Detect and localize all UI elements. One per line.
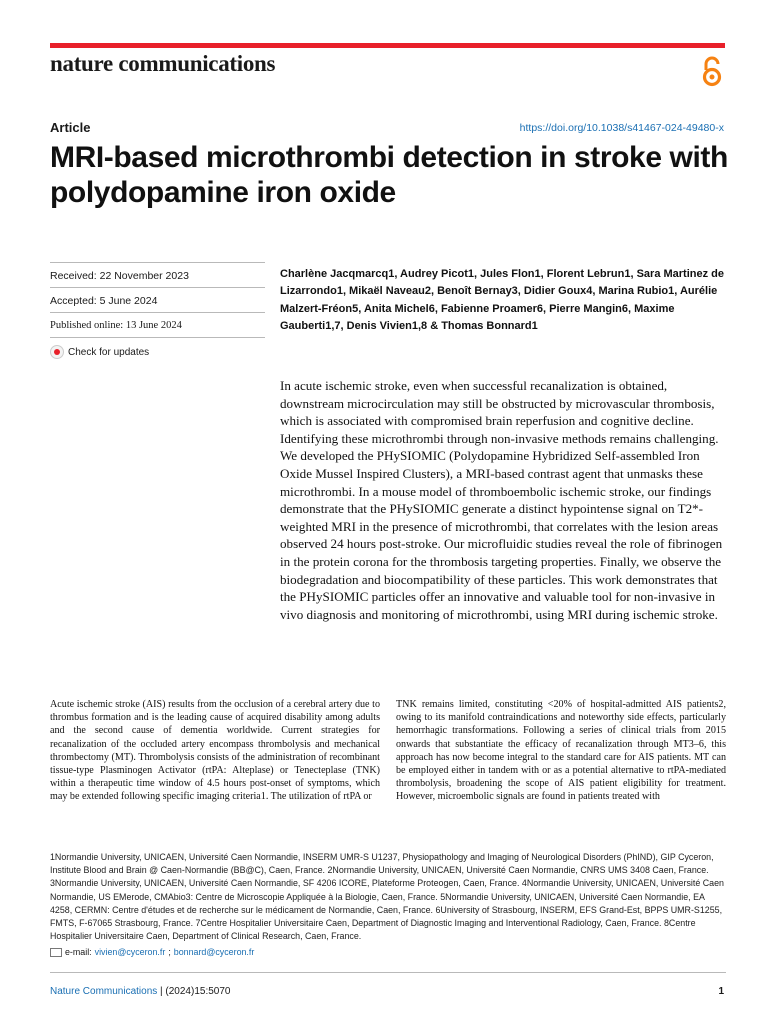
article-type: Article [50, 120, 91, 135]
received-date: Received: 22 November 2023 [50, 262, 265, 287]
open-access-icon[interactable] [700, 56, 724, 88]
footer-citation [50, 986, 230, 997]
journal-name[interactable]: nature communications [50, 51, 276, 76]
check-for-updates-button[interactable] [50, 345, 265, 359]
email-label: e-mail: [65, 947, 92, 957]
affiliations: 1Normandie University, UNICAEN, Université Caen Normandie, INSERM UMR-S U1237, Physiopathology and Imaging of Neurological Disorders (PhIND), GIP Cyceron, Institute Blood and Brain @ Caen-Normandie (BB@C), Caen, France. 2Normandie University, UNICAEN, Université Caen Normandie, CNRS UMS 3408 Caen, France. 3Normandie University, UNICAEN, Université Caen Normandie, SF 4206 ICORE, Plateforme Proteogen, Caen, France. 4Normandie University, UNICAEN, Université Caen Normandie, US EMerode, CMAbio3: Centre de Microscopie Appliquée à la Biologie, Caen, France. 5Normandie University, UNICAEN, Université Caen Normandie, EA 4258, CERMN: Centre d'études et de recherche sur le médicament de Normandie, Caen, France. 6University of Strasbourg, INSERM, EFS Grand-Est, BPPS UMR-S1255, FMTS, F-67065 Strasbourg, France. 7Centre Hospitalier Universitaire Caen, Department of Diagnostic Imaging and Interventional Radiology, Caen, France. 8Centre Hospitalier Universitaire Caen, Department of Clinical Research, Caen, France. [50, 852, 724, 942]
author-list: Charlène Jacqmarcq1, Audrey Picot1, Jules Flon1, Florent Lebrun1, Sara Martinez de Lizarrondo1, Mikaël Naveau2, Benoît Bernay3, Didier Goux4, Marina Rubio1, Aurélie Malzert-Fréon5, Anita Michel6, Fabienne Proamer6, Pierre Mangin6, Maxime Gauberti1,7, Denis Vivien1,8 & Thomas Bonnard1 [280, 268, 725, 333]
check-updates-icon [50, 345, 64, 359]
doi-link[interactable]: https://doi.org/10.1038/s41467-024-49480-x [519, 122, 724, 134]
published-date: Published online: 13 June 2024 [50, 312, 265, 337]
abstract: In acute ischemic stroke, even when successful recanalization is obtained, downstream microcirculation may still be obstructed by microvascular thrombosis, which is associated with compromised brain reperfusion and cognitive decline. Identifying these microthrombi through non-invasive methods remains challenging. We developed the PHySIOMIC (Polydopamine Hybridized Self-assembled Iron Oxide Mussel Inspired Clusters), a MRI-based contrast agent that unmasks these microthrombi. In a mouse model of thromboembolic ischemic stroke, our findings demonstrate that the PHySIOMIC generate a distinct hypointense signal on T2*-weighted MRI in the presence of microthrombi, that correlates with the lesion areas observed 24 hours post-stroke. Our microfluidic studies reveal the role of fibrinogen in the protein corona for the thrombosis targeting properties. Finally, we observe the biodegradation and biocompatibility of these particles. This work demonstrates that the PHySIOMIC particles offer an innovative and valuable tool for non-invasive in vivo diagnosis and monitoring of microthrombi, using MRI during ischemic stroke. [280, 378, 723, 622]
footer-journal-link[interactable]: Nature Communications [50, 986, 158, 997]
footer-rule [50, 972, 726, 973]
email-separator: ; [168, 947, 171, 957]
body-column-left: Acute ischemic stroke (AIS) results from the occlusion of a cerebral artery due to thrombus formation and is the leading cause of acquired disability among adults and the second cause of dementia worldwide. Current strategies for recanalization of the occluded artery encompass thrombolysis and mechanical thrombectomy (MT). Thrombolysis consists of the administration of recombinant tissue-type Plasminogen Activator (rtPA: Alteplase) or Tenecteplase (TNK) within a therapeutic time window of 4.5 hours post-onset of symptoms, which may be extended following specific imaging criteria1. The utilization of rtPA or [50, 699, 380, 803]
check-updates-label: Check for updates [68, 346, 150, 358]
check-updates-row [50, 337, 265, 362]
envelope-icon [50, 948, 62, 957]
email-link-vivien[interactable]: vivien@cyceron.fr [94, 947, 166, 957]
page-number: 1 [718, 986, 724, 997]
footer-volume: | (2024)15:5070 [157, 986, 231, 997]
email-link-bonnard[interactable]: bonnard@cyceron.fr [173, 947, 255, 957]
correspondence [50, 947, 254, 957]
article-title: MRI-based microthrombi detection in stroke with polydopamine iron oxide [50, 141, 728, 209]
body-column-right: TNK remains limited, constituting <20% of hospital-admitted AIS patients2, owing to its manifold contraindications and noteworthy side effects, particularly hemorrhagic transformations. Following a series of clinical trials from 2015 onwards that substantiate the efficacy of recanalization through MT3–6, this approach has now become integral to the standard care for AIS patients. MT can be employed either in tandem with or as a potential alternative to rtPA-mediated thrombolysis, broadening the scope of AIS patient eligibility for treatment. However, microembolic signals are found in patients treated with [396, 699, 726, 803]
accepted-date: Accepted: 5 June 2024 [50, 287, 265, 312]
header-rule [50, 43, 725, 48]
publication-dates [50, 262, 265, 362]
